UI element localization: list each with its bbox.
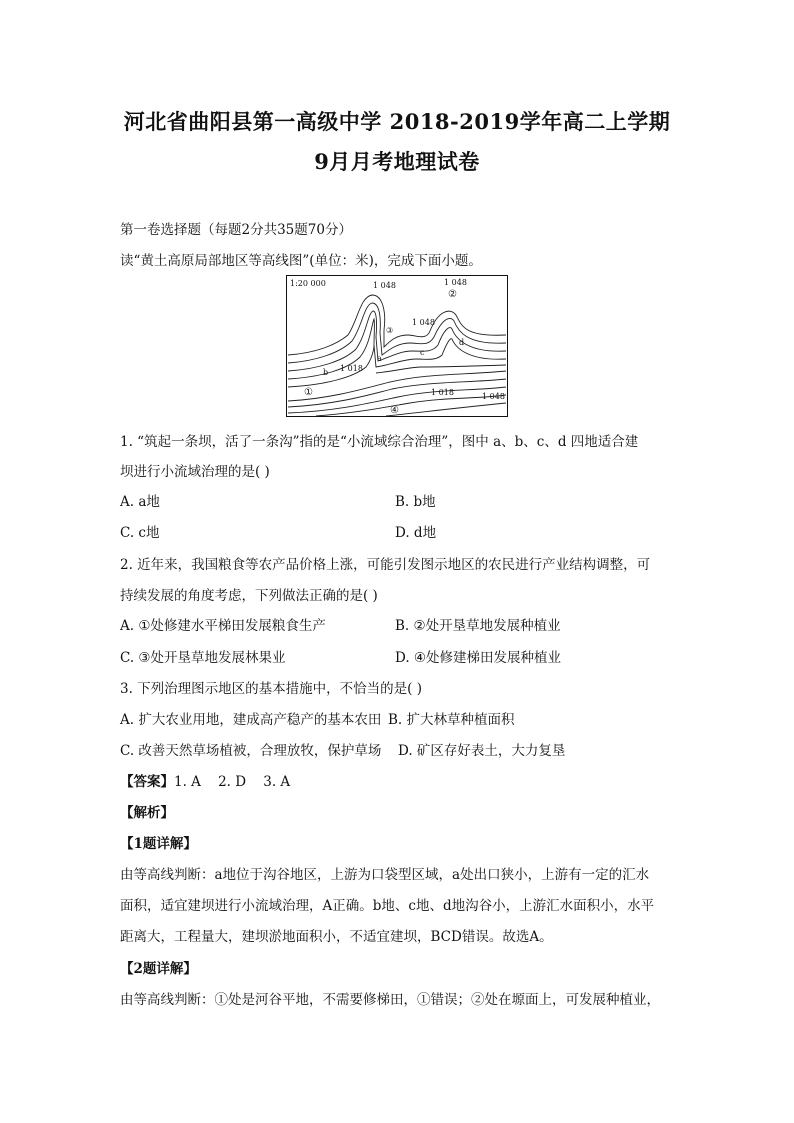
point-label: ② (448, 289, 457, 300)
question-1-line2: 坝进行小流域治理的是( ) (120, 464, 270, 480)
point-label: ① (304, 387, 313, 398)
question-2-option-c: C. ③处开垦草地发展林果业 (120, 650, 286, 666)
question-2-option-a: A. ①处修建水平梯田发展粮食生产 (120, 618, 326, 634)
point-label: b (323, 368, 329, 377)
point-label: a (377, 354, 382, 363)
contour-label: 1 048 (373, 281, 396, 290)
section-label: 第一卷选择题（每题2分共35题70分） (120, 222, 352, 238)
point-label: ④ (390, 405, 399, 416)
question-2-option-d: D. ④处修建梯田发展种植业 (395, 650, 562, 666)
contour-label: 1 048 (482, 392, 505, 401)
detail-2-tag: 【2题详解】 (120, 961, 197, 977)
document-subtitle: 9月月考地理试卷 (314, 149, 480, 174)
contour-map-figure (286, 275, 508, 417)
contour-label: 1 048 (412, 318, 435, 327)
question-3-option-a: A. 扩大农业用地，建成高产稳产的基本农田 (120, 712, 382, 728)
document-title: 河北省曲阳县第一高级中学 2018-2019学年高二上学期 (123, 109, 671, 134)
question-2-option-b: B. ②处开垦草地发展种植业 (395, 618, 561, 634)
question-intro: 读“黄土高原局部地区等高线图”(单位：米)，完成下面小题。 (120, 253, 482, 269)
point-label: d (459, 338, 465, 347)
answer-line (120, 770, 290, 790)
question-1-option-b: B. b地 (395, 494, 436, 510)
point-label: ③ (386, 326, 394, 335)
answer-tag: 【答案】 (120, 774, 174, 790)
answer-text: 1. A 2. D 3. A (174, 774, 291, 790)
map-scale-label: 1:20 000 (290, 279, 326, 288)
detail-1-line: 面积，适宜建坝进行小流域治理，A正确。b地、c地、d地沟谷小，上游汇水面积小，水平 (120, 898, 655, 914)
detail-2-line: 由等高线判断：①处是河谷平地，不需要修梯田，①错误；②处在塬面上，可发展种植业， (120, 992, 660, 1008)
analysis-tag: 【解析】 (120, 805, 174, 821)
question-2-line2: 持续发展的角度考虑，下列做法正确的是( ) (120, 588, 378, 604)
contour-label: 1 018 (340, 364, 363, 373)
contour-label: 1 018 (431, 388, 454, 397)
question-3-option-c: C. 改善天然草场植被，合理放牧，保护草场 (120, 743, 382, 759)
contour-label: 1 048 (444, 278, 467, 287)
point-label: c (420, 348, 425, 357)
question-1-line1: 1. “筑起一条坝，活了一条沟”指的是“小流域综合治理”，图中 a、b、c、d 四地适合建 (120, 434, 639, 450)
question-2-line1: 2. 近年来，我国粮食等农产品价格上涨，可能引发图示地区的农民进行产业结构调整，可 (120, 557, 651, 573)
detail-1-tag: 【1题详解】 (120, 836, 197, 852)
detail-1-line: 由等高线判断：a地位于沟谷地区，上游为口袋型区域，a处出口狭小，上游有一定的汇水 (120, 867, 650, 883)
detail-1-line: 距离大，工程量大，建坝淤地面积小，不适宜建坝，BCD错误。故选A。 (120, 929, 553, 945)
question-3-option-d: D. 矿区存好表土，大力复垦 (398, 743, 566, 759)
question-3-line1: 3. 下列治理图示地区的基本措施中，不恰当的是( ) (120, 681, 422, 697)
question-1-option-c: C. c地 (120, 525, 160, 541)
question-1-option-a: A. a地 (120, 494, 160, 510)
question-3-option-b: B. 扩大林草种植面积 (388, 712, 515, 728)
question-1-option-d: D. d地 (395, 525, 437, 541)
